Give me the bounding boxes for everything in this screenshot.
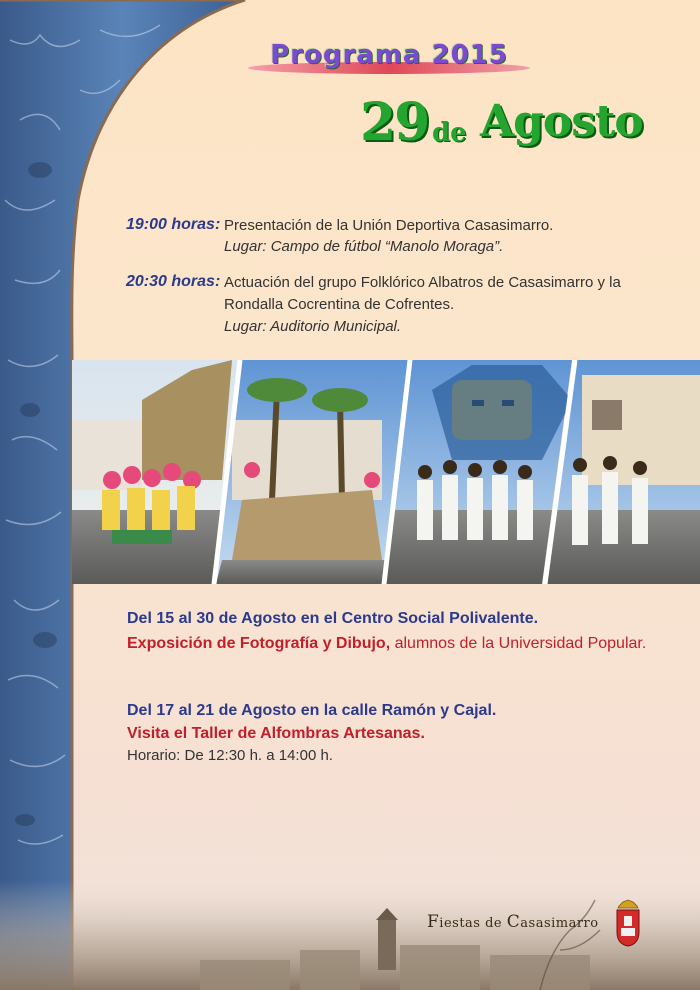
parade-photo-collage	[72, 360, 700, 584]
schedule-line: Rondalla Cocrentina de Cofrentes.	[224, 296, 455, 313]
event-1-title: Exposición de Fotografía y Dibujo,	[127, 635, 391, 652]
schedule-time: 20:30 horas:	[126, 273, 221, 290]
town-landscape-image	[0, 880, 700, 990]
photo-panel-2	[216, 360, 408, 584]
brand-initial-f: F	[427, 912, 440, 932]
program-title-block	[248, 40, 530, 80]
event-1-description	[127, 635, 646, 653]
date-day: 29	[360, 92, 429, 153]
schedule-line: Lugar: Campo de fútbol “Manolo Moraga”.	[224, 238, 504, 255]
schedule-time: 19:00 horas:	[126, 216, 221, 233]
brand-text-1: iestas de	[439, 916, 507, 931]
event-1-dates: Del 15 al 30 de Agosto en el Centro Social Polivalente.	[127, 610, 539, 627]
photo-panel-3	[386, 360, 572, 584]
event-1-detail: alumnos de la Universidad Popular.	[390, 635, 647, 652]
casasimarro-crest-icon	[613, 898, 643, 948]
footer-brand	[427, 912, 599, 932]
event-date-heading	[355, 92, 645, 162]
event-2-detail: Horario: De 12:30 h. a 14:00 h.	[127, 747, 333, 764]
program-title: Programa 2015	[270, 40, 508, 70]
date-de: de	[432, 118, 467, 148]
schedule-line: Actuación del grupo Folklórico Albatros de Casasimarro y la	[224, 274, 621, 291]
brand-text-2: asasimarro	[520, 916, 599, 931]
event-2-title: Visita el Taller de Alfombras Artesanas.	[127, 725, 425, 742]
brand-initial-c: C	[506, 912, 521, 932]
schedule-line: Lugar: Auditorio Municipal.	[224, 318, 402, 335]
date-month: Agosto	[480, 96, 643, 147]
schedule-line: Presentación de la Unión Deportiva Casasimarro.	[224, 217, 554, 234]
photo-panel-1	[72, 360, 238, 584]
event-2-dates: Del 17 al 21 de Agosto en la calle Ramón y Cajal.	[127, 702, 497, 719]
